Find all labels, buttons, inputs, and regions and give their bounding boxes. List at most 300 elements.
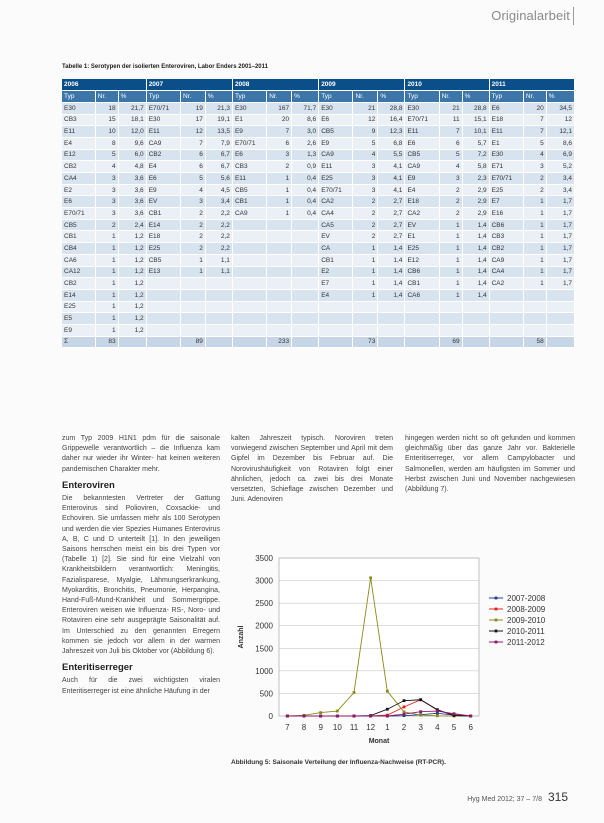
table-cell (523, 313, 546, 325)
column-header: Nr. (95, 91, 118, 103)
legend-entry: 2007-2008 (507, 594, 546, 603)
y-tick-label: 500 (259, 689, 273, 699)
table-cell (267, 324, 292, 336)
table-cell: E30 (405, 102, 439, 114)
table-cell: CA (319, 243, 353, 255)
table-cell (319, 324, 353, 336)
table-cell: CB5 (405, 149, 439, 161)
table-cell: E7 (319, 278, 353, 290)
table-cell: 3,4 (546, 173, 574, 185)
column-header: Typ (319, 91, 353, 103)
table-cell (489, 289, 523, 301)
table-cell: E70/71 (489, 173, 523, 185)
table-cell: 7 (523, 126, 546, 138)
table-cell (232, 266, 266, 278)
table-cell: 3 (95, 196, 118, 208)
table-cell: 71,7 (292, 102, 319, 114)
table-cell: 3,0 (292, 126, 319, 138)
sum-cell: 89 (180, 336, 205, 348)
table-cell (489, 324, 523, 336)
table-cell: 15,1 (462, 114, 489, 126)
table-cell: 0,4 (292, 173, 319, 185)
table-cell: 8 (95, 137, 118, 149)
legend-swatch-marker (495, 619, 498, 622)
table-cell: E30 (319, 102, 353, 114)
table-cell (523, 324, 546, 336)
column-3-paragraph: hingegen werden nicht so oft gefunden und kommen gleichmäßig über das ganze Jahr vor. Bakterielle Enteritiserreger, vor allem Campylobacter und Salmonellen, werden am häufigsten im Sommer und Herbst zwischen Juni und November nachgewiesen (Abbildung 7). (405, 435, 575, 494)
table-cell: 3,4 (205, 196, 232, 208)
table-cell: 6,8 (378, 137, 405, 149)
table-cell (146, 278, 180, 290)
table-cell: 6 (439, 137, 462, 149)
x-tick-label: 6 (468, 723, 473, 732)
table-cell: 1,4 (462, 254, 489, 266)
table-body (62, 79, 575, 348)
table-row (62, 301, 575, 313)
table-cell: E6 (405, 137, 439, 149)
table-row (62, 184, 575, 196)
column-header: % (205, 91, 232, 103)
table-cell: 3 (353, 184, 378, 196)
table-cell: E18 (146, 231, 180, 243)
table-cell: 5 (180, 173, 205, 185)
table-cell: 4,5 (205, 184, 232, 196)
table-row (62, 231, 575, 243)
legend-swatch-marker (495, 608, 498, 611)
table-cell (146, 313, 180, 325)
table-row (62, 173, 575, 185)
text-column-1 (62, 434, 220, 697)
table-cell: 5,6 (205, 173, 232, 185)
table-cell: 1 (95, 254, 118, 266)
table-cell (546, 289, 574, 301)
data-point (436, 714, 439, 717)
table-cell: 5,5 (378, 149, 405, 161)
table-cell: 1 (267, 208, 292, 220)
column-header: Nr. (439, 91, 462, 103)
table-cell (439, 313, 462, 325)
table-cell: 6 (180, 161, 205, 173)
table-cell: 1 (523, 278, 546, 290)
y-tick-label: 1500 (255, 644, 273, 654)
table-cell: E25 (146, 243, 180, 255)
enteritiserreger-paragraph: Auch für die zwei wichtigsten viralen Enteritiserreger ist eine ähnliche Häufung in der (62, 677, 220, 695)
table-cell (146, 324, 180, 336)
table-cell (267, 313, 292, 325)
table-cell: 2,6 (292, 137, 319, 149)
table-cell: 1,2 (118, 289, 146, 301)
table-cell: E11 (146, 126, 180, 138)
table-row (62, 149, 575, 161)
table-cell: 11 (439, 114, 462, 126)
table-row (62, 289, 575, 301)
table-cell: 1,7 (546, 196, 574, 208)
table-cell: 9,6 (118, 137, 146, 149)
table-cell: 0,9 (292, 161, 319, 173)
table-cell: E2 (319, 266, 353, 278)
table-cell: 1,7 (546, 243, 574, 255)
table-row (62, 114, 575, 126)
table-cell: CB3 (232, 161, 266, 173)
data-point (353, 715, 356, 718)
table-cell: 0,4 (292, 184, 319, 196)
text-column-3 (405, 434, 575, 495)
table-cell (439, 324, 462, 336)
table-cell: E30 (489, 149, 523, 161)
table-row (62, 219, 575, 231)
table-cell (405, 324, 439, 336)
table-cell: 2 (353, 208, 378, 220)
table-cell: CB2 (62, 161, 95, 173)
table-cell: 18,1 (118, 114, 146, 126)
column-header: % (292, 91, 319, 103)
table-cell: CA2 (319, 196, 353, 208)
table-cell: 2,9 (462, 196, 489, 208)
table-cell: 1 (439, 289, 462, 301)
table-cell: 7,9 (205, 137, 232, 149)
table-cell: 12,3 (378, 126, 405, 138)
table-cell: 5 (95, 149, 118, 161)
figure-caption: Abbildung 5: Saisonale Verteilung der Influenza-Nachweise (RT-PCR). (231, 759, 446, 766)
table-cell: 2,2 (205, 219, 232, 231)
table-cell: 20 (523, 102, 546, 114)
table-cell: 2 (353, 196, 378, 208)
table-cell: 2 (180, 219, 205, 231)
legend-entry: 2008-2009 (507, 605, 546, 614)
enteritiserreger-heading: Enteritiserreger (62, 662, 133, 674)
table-cell: 2 (439, 184, 462, 196)
table-cell: E11 (62, 126, 95, 138)
table-cell: 1 (95, 243, 118, 255)
table-cell: 2 (95, 219, 118, 231)
table-cell: CA2 (489, 278, 523, 290)
data-point (336, 715, 339, 718)
table-cell: 5,7 (462, 137, 489, 149)
column-header-row (62, 91, 575, 103)
table-cell: 18 (95, 102, 118, 114)
table-cell: 1,4 (378, 278, 405, 290)
table-cell: E70/71 (405, 114, 439, 126)
table-cell: 21 (353, 102, 378, 114)
table-cell: CB6 (405, 266, 439, 278)
table-cell (232, 313, 266, 325)
year-header: 2009 (319, 79, 405, 91)
table-cell (292, 243, 319, 255)
table-cell: 2 (267, 161, 292, 173)
table-cell: E4 (319, 289, 353, 301)
table-cell: 1,4 (462, 278, 489, 290)
table-cell: 21,3 (205, 102, 232, 114)
table-cell: 3 (267, 149, 292, 161)
table-cell: 2 (439, 196, 462, 208)
table-cell (292, 219, 319, 231)
table-row (62, 313, 575, 325)
table-cell: 1 (353, 243, 378, 255)
table-cell: E11 (232, 173, 266, 185)
table-cell: E18 (489, 114, 523, 126)
table-cell: CB1 (146, 208, 180, 220)
table-cell: CA12 (62, 266, 95, 278)
table-cell (405, 313, 439, 325)
y-tick-label: 2000 (255, 621, 273, 631)
table-cell: 1,2 (118, 278, 146, 290)
table-cell (292, 324, 319, 336)
table-cell: E6 (146, 173, 180, 185)
table-cell: EV (146, 196, 180, 208)
data-point (386, 715, 389, 718)
table-cell: 3 (95, 208, 118, 220)
x-tick-label: 4 (435, 723, 440, 732)
table-cell: CB2 (489, 243, 523, 255)
table-cell (378, 324, 405, 336)
table-cell: 5 (353, 137, 378, 149)
table-cell: 2 (439, 208, 462, 220)
table-cell: 1 (439, 266, 462, 278)
table-cell: CA4 (62, 173, 95, 185)
table-cell: E6 (232, 149, 266, 161)
column-header: Typ (146, 91, 180, 103)
table-cell: E6 (62, 196, 95, 208)
table-cell (232, 289, 266, 301)
table-cell: 7,2 (462, 149, 489, 161)
table-cell: E70/71 (232, 137, 266, 149)
sum-cell (232, 336, 266, 348)
table-cell (267, 243, 292, 255)
table-cell: E70/71 (146, 102, 180, 114)
table-cell: 2 (180, 231, 205, 243)
table-cell: E9 (62, 324, 95, 336)
table-cell: 15 (95, 114, 118, 126)
table-cell (489, 313, 523, 325)
table-cell: 4,1 (378, 161, 405, 173)
table-cell: 7 (523, 114, 546, 126)
table-cell (319, 301, 353, 313)
table-cell: 6,7 (205, 161, 232, 173)
sum-cell (146, 336, 180, 348)
table-cell: 1,7 (546, 278, 574, 290)
table-cell: 1 (95, 324, 118, 336)
table-cell: 1 (95, 301, 118, 313)
table-cell (232, 219, 266, 231)
table-cell: 3 (180, 196, 205, 208)
table-cell: 34,5 (546, 102, 574, 114)
table-cell (232, 278, 266, 290)
column-header: % (118, 91, 146, 103)
table-cell (378, 301, 405, 313)
table-cell: E9 (146, 184, 180, 196)
sum-cell (405, 336, 439, 348)
table-cell: 2,7 (378, 231, 405, 243)
data-point (353, 691, 356, 694)
table-cell: 6 (267, 137, 292, 149)
text-column-2 (231, 434, 393, 505)
table-cell (205, 301, 232, 313)
table-cell (292, 301, 319, 313)
table-cell: CA9 (489, 254, 523, 266)
table-cell (292, 313, 319, 325)
table-cell (267, 266, 292, 278)
data-point (453, 712, 456, 715)
table-cell (267, 231, 292, 243)
table-cell: CB2 (62, 278, 95, 290)
table-cell: 5 (439, 149, 462, 161)
table-cell (232, 301, 266, 313)
table-cell (439, 301, 462, 313)
table-cell (353, 313, 378, 325)
table-cell: 4,1 (378, 184, 405, 196)
sum-cell: 73 (353, 336, 378, 348)
table-cell: 1,7 (546, 266, 574, 278)
sum-cell: 83 (95, 336, 118, 348)
table-cell: 8,6 (292, 114, 319, 126)
journal-reference: Hyg Med 2012; 37 – 7/8 (467, 796, 542, 803)
table-cell: E30 (62, 102, 95, 114)
table-cell: 3,6 (118, 173, 146, 185)
sum-cell (205, 336, 232, 348)
page-number: 315 (547, 790, 568, 804)
table-cell: E12 (405, 254, 439, 266)
data-point (336, 710, 339, 713)
table-cell: 1,2 (118, 254, 146, 266)
table-cell (180, 324, 205, 336)
table-cell: 3,6 (118, 196, 146, 208)
legend-entry: 2009-2010 (507, 616, 546, 625)
table-cell: 1 (95, 266, 118, 278)
table-cell: E30 (232, 102, 266, 114)
table-cell (319, 313, 353, 325)
table-cell: 13,5 (205, 126, 232, 138)
data-point (369, 715, 372, 718)
table-cell: 1 (523, 243, 546, 255)
column-header: % (462, 91, 489, 103)
table-cell: CA6 (62, 254, 95, 266)
table-cell: CB2 (146, 149, 180, 161)
sum-cell (378, 336, 405, 348)
table-cell (292, 278, 319, 290)
table-cell: 19 (180, 102, 205, 114)
enterovirus-serotype-table (62, 79, 575, 348)
table-cell (523, 289, 546, 301)
data-point (303, 715, 306, 718)
year-header: 2011 (489, 79, 574, 91)
x-tick-label: 3 (418, 723, 423, 732)
table-cell: CB4 (62, 243, 95, 255)
x-tick-label: 1 (385, 723, 390, 732)
table-cell: 2 (523, 184, 546, 196)
table-cell: 6,7 (205, 149, 232, 161)
table-cell: 1 (439, 278, 462, 290)
table-cell: 28,8 (378, 102, 405, 114)
table-cell: 1,2 (118, 324, 146, 336)
table-cell: CA2 (405, 208, 439, 220)
data-point (286, 715, 289, 718)
table-cell: 16,4 (378, 114, 405, 126)
year-header: 2008 (232, 79, 318, 91)
table-cell: CA4 (319, 208, 353, 220)
table-cell (232, 243, 266, 255)
legend-swatch-marker (495, 630, 498, 633)
table-cell: 6,9 (546, 149, 574, 161)
table-cell: 0,4 (292, 196, 319, 208)
table-cell: CA9 (405, 161, 439, 173)
table-cell: E25 (489, 184, 523, 196)
table-row (62, 102, 575, 114)
table-cell: 4 (439, 161, 462, 173)
table-cell (205, 324, 232, 336)
table-cell: E1 (489, 137, 523, 149)
table-caption: Tabelle 1: Serotypen der isolierten Enteroviren, Labor Enders 2001–2011 (62, 64, 268, 70)
table-cell: 4 (523, 149, 546, 161)
table-cell: 1,4 (462, 243, 489, 255)
x-tick-label: 5 (451, 723, 457, 732)
table-cell: CA6 (405, 289, 439, 301)
table-cell: CA5 (319, 219, 353, 231)
table-cell: 7 (439, 126, 462, 138)
table-cell: 1 (95, 278, 118, 290)
table-cell: 1 (353, 254, 378, 266)
table-cell: E4 (146, 161, 180, 173)
table-row (62, 208, 575, 220)
table-cell: E16 (489, 208, 523, 220)
table-cell: E9 (405, 173, 439, 185)
table-cell: 1 (523, 231, 546, 243)
column-header: % (546, 91, 574, 103)
table-cell: 1,7 (546, 219, 574, 231)
table-row (62, 196, 575, 208)
table-cell (205, 313, 232, 325)
table-cell (205, 278, 232, 290)
table-cell: 1,2 (118, 231, 146, 243)
table-cell: E30 (146, 114, 180, 126)
table-cell (353, 324, 378, 336)
table-cell: 1 (267, 184, 292, 196)
table-cell: E7 (489, 196, 523, 208)
enteroviren-paragraph: Die bekanntesten Vertreter der Gattung Enterovirus sind Polioviren, Coxsackie- und Echoviren. Sie umfassen mehr als 100 Serotypen und werden die vier Spezies Humanes Enterovirus A, B, C und D unterteilt [1]. In den jeweiligen Saisons herrschen meist ein bis drei Typen vor (Tabelle 1) [2]. Sie sind für eine Vielzahl von Krankheitsbildern verantwortlich: Meningitis, Fazialisparese, Myalgie, Lähmungserkrankung, Myokarditis, Bronchitis, Pneumonie, Herpangina, Hand-Fuß-Mund-Krankheit und Sommergrippe. Enteroviren weisen wie Influenza- RS-, Noro- und Rotaviren eine sehr ausgeprägte Saisonalität auf. Im Unterschied zu den genannten Erregern kommen sie jedoch vor allem in der warmen Jahreszeit von Juli bis Oktober vor (Abbildung 6). (62, 495, 220, 656)
year-header: 2007 (146, 79, 232, 91)
table-cell: CB1 (405, 278, 439, 290)
table-cell: 167 (267, 102, 292, 114)
data-point (419, 710, 422, 713)
y-tick-label: 0 (268, 712, 273, 721)
table-cell: 1,4 (462, 289, 489, 301)
table-cell: E4 (405, 184, 439, 196)
table-cell (523, 301, 546, 313)
table-cell: 1,4 (378, 243, 405, 255)
table-cell (146, 301, 180, 313)
data-point (403, 706, 406, 709)
column-header: Typ (405, 91, 439, 103)
table-cell: EV (319, 231, 353, 243)
table-cell: 1 (523, 254, 546, 266)
table-cell: 1,2 (118, 266, 146, 278)
table-cell: 1 (439, 219, 462, 231)
table-cell: E70/71 (319, 184, 353, 196)
x-tick-label: 11 (349, 723, 359, 732)
table-row (62, 324, 575, 336)
data-point (419, 698, 422, 701)
table-cell: 2,9 (462, 208, 489, 220)
y-axis-label: Anzahl (238, 625, 245, 649)
table-row (62, 266, 575, 278)
table-cell: 3 (353, 161, 378, 173)
column-header: Nr. (267, 91, 292, 103)
table-cell: 3,4 (546, 184, 574, 196)
table-cell: 7 (267, 126, 292, 138)
table-cell: 20 (267, 114, 292, 126)
sum-cell: 58 (523, 336, 546, 348)
table-cell: 2,7 (378, 219, 405, 231)
table-cell (462, 324, 489, 336)
